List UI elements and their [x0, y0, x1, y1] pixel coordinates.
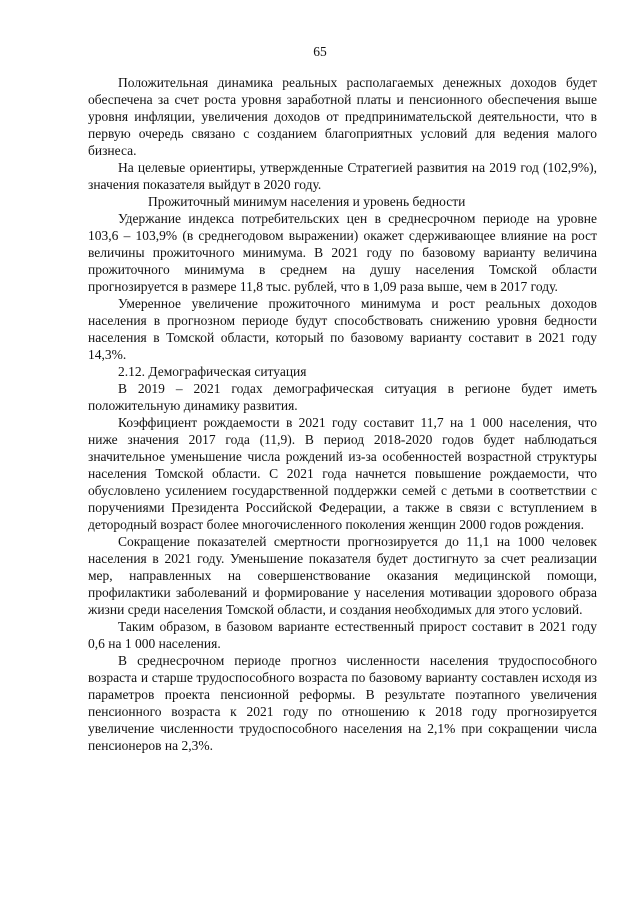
paragraph: Таким образом, в базовом варианте естественный прирост составит в 2021 году 0,6 на 1 000 населения.	[88, 619, 597, 651]
subheading: Прожиточный минимум населения и уровень бедности	[148, 194, 466, 209]
paragraph: На целевые ориентиры, утвержденные Стратегией развития на 2019 год (102,9%), значения показателя выйдут в 2020 году.	[88, 160, 597, 192]
page-number: 65	[313, 44, 327, 59]
page-content	[88, 74, 597, 754]
paragraph: Положительная динамика реальных располагаемых денежных доходов будет обеспечена за счет роста уровня заработной платы и пенсионного обеспечения выше уровня инфляции, увеличения доходов от предпринимательской деятельности, что в первую очередь связано с созданием благоприятных условий для ведения малого бизнеса.	[88, 75, 597, 158]
paragraph: В среднесрочном периоде прогноз численности населения трудоспособного возраста и старше трудоспособного возраста по базовому варианту составлен исходя из параметров проекта пенсионной реформы. В результате поэтапного увеличения пенсионного возраста к 2021 году по отношению к 2018 году прогнозируется увеличение численности трудоспособного населения на 2,1% при сокращении числа пенсионеров на 2,3%.	[88, 653, 597, 753]
section-heading: 2.12. Демографическая ситуация	[118, 364, 307, 379]
paragraph: В 2019 – 2021 годах демографическая ситуация в регионе будет иметь положительную динамику развития.	[88, 381, 597, 413]
paragraph: Умеренное увеличение прожиточного минимума и рост реальных доходов населения в прогнозном периоде будут способствовать снижению уровня бедности населения в Томской области, который по базовому варианту составит в 2021 году 14,3%.	[88, 296, 597, 362]
paragraph: Коэффициент рождаемости в 2021 году составит 11,7 на 1 000 населения, что ниже значения 2017 года (11,9). В период 2018-2020 годов будет наблюдаться значительное уменьшение числа рождений из-за особенностей возрастной структуры населения Томской области. С 2021 года начнется повышение рождаемости, что обусловлено усилением государственной поддержки семей с детьми в соответствии с поручениями Президента Российской Федерации, а также в связи с вступлением в детородный возраст более многочисленного поколения женщин 2000 годов рождения.	[88, 415, 597, 532]
paragraph: Сокращение показателей смертности прогнозируется до 11,1 на 1000 человек населения в 2021 году. Уменьшение показателя будет достигнуто за счет реализации мер, направленных на совершенствование оказания медицинской помощи, профилактики заболеваний и формирование у населения мотивации здорового образа жизни среди населения Томской области, и создания необходимых для этого условий.	[88, 534, 597, 617]
paragraph: Удержание индекса потребительских цен в среднесрочном периоде на уровне 103,6 – 103,9% (в среднегодовом выражении) окажет сдерживающее влияние на рост величины прожиточного минимума. В 2021 году по базовому варианту величина прожиточного минимума в среднем на душу населения Томской области прогнозируется в размере 11,8 тыс. рублей, что в 1,09 раза выше, чем в 2017 году.	[88, 211, 597, 294]
